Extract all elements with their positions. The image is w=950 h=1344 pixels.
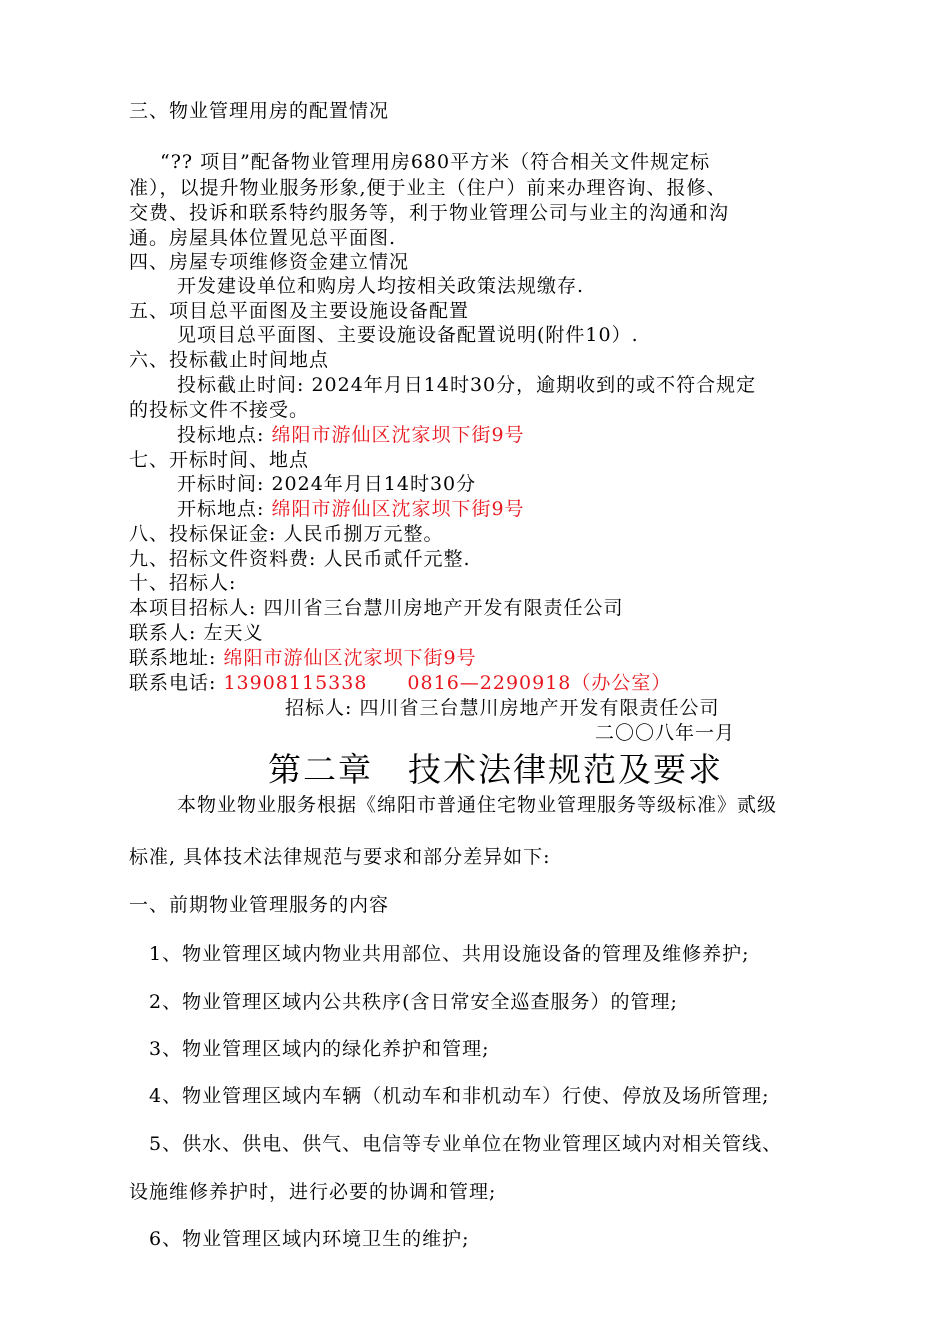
list-item: 4、物业管理区域内车辆（机动车和非机动车）行使、停放及场所管理; <box>149 1085 770 1107</box>
list-item: 2、物业管理区域内公共秩序(含日常安全巡查服务）的管理; <box>149 991 678 1013</box>
list-item: 3、物业管理区域内的绿化养护和管理; <box>149 1038 490 1060</box>
list-item: 1、物业管理区域内物业共用部位、共用设施设备的管理及维修养护; <box>149 943 750 965</box>
s6-location <box>177 422 525 448</box>
s3-para-line-2: 准），以提升物业服务形象,便于业主（住户）前来办理咨询、报修、 <box>129 177 727 199</box>
section-8-deposit: 八、投标保证金: 人民币捌万元整。 <box>129 523 444 545</box>
section-9-fee: 九、招标文件资料费: 人民币贰仟元整. <box>129 548 471 570</box>
list-item: 6、物业管理区域内环境卫生的维护; <box>149 1228 470 1250</box>
section-7-heading: 七、开标时间、地点 <box>129 449 310 471</box>
section-4-heading: 四、房屋专项维修资金建立情况 <box>129 251 410 273</box>
chapter-intro-line-2: 标准, 具体技术法律规范与要求和部分差异如下: <box>129 846 551 868</box>
contact-phone-value: 13908115338 0816—2290918（办公室） <box>223 672 672 694</box>
list-item: 5、供水、供电、供气、电信等专业单位在物业管理区域内对相关管线、 <box>149 1133 783 1155</box>
s3-para-line-4: 通。房屋具体位置见总平面图. <box>129 227 397 249</box>
section-5-heading: 五、项目总平面图及主要设施设备配置 <box>129 300 470 322</box>
s6-deadline-line-1: 投标截止时间: 2024年月日14时30分，逾期收到的或不符合规定 <box>177 374 757 396</box>
contact-phone <box>129 670 671 696</box>
s7-location <box>177 496 525 522</box>
s7-time: 开标时间: 2024年月日14时30分 <box>177 473 477 495</box>
section-3-heading: 三、物业管理用房的配置情况 <box>129 100 390 122</box>
signature-date: 二〇〇八年一月 <box>595 722 736 744</box>
contact-address-value: 绵阳市游仙区沈家坝下街9号 <box>223 647 477 669</box>
section-6-heading: 六、投标截止时间地点 <box>129 349 330 371</box>
s7-location-label: 开标地点: <box>177 498 272 520</box>
s7-location-address: 绵阳市游仙区沈家坝下街9号 <box>271 498 525 520</box>
tenderer-line: 本项目招标人: 四川省三台慧川房地产开发有限责任公司 <box>129 597 624 619</box>
list-item-continuation: 设施维修养护时，进行必要的协调和管理; <box>129 1181 497 1203</box>
section-10-heading: 十、招标人: <box>129 572 237 594</box>
contact-address <box>129 645 477 671</box>
s4-body: 开发建设单位和购房人均按相关政策法规缴存. <box>177 275 585 297</box>
contact-person: 联系人: 左天义 <box>129 622 264 644</box>
s3-para-line-1: “?? 项目”配备物业管理用房680平方米（符合相关文件规定标 <box>160 151 711 173</box>
s5-body: 见项目总平面图、主要设施设备配置说明(附件10）. <box>177 324 639 346</box>
signature-tenderer: 招标人: 四川省三台慧川房地产开发有限责任公司 <box>285 697 720 719</box>
s6-location-label: 投标地点: <box>177 424 272 446</box>
contact-phone-label: 联系电话: <box>129 672 224 694</box>
s6-deadline-line-2: 的投标文件不接受。 <box>129 399 310 421</box>
chapter-title: 第二章 技术法律规范及要求 <box>268 750 723 789</box>
chapter-intro-line-1: 本物业物业服务根据《绵阳市普通住宅物业管理服务等级标准》贰级 <box>177 794 778 816</box>
s3-para-line-3: 交费、投诉和联系特约服务等，利于物业管理公司与业主的沟通和沟 <box>129 202 730 224</box>
contact-address-label: 联系地址: <box>129 647 224 669</box>
chapter-section-1-heading: 一、前期物业管理服务的内容 <box>129 894 390 916</box>
s6-location-address: 绵阳市游仙区沈家坝下街9号 <box>271 424 525 446</box>
